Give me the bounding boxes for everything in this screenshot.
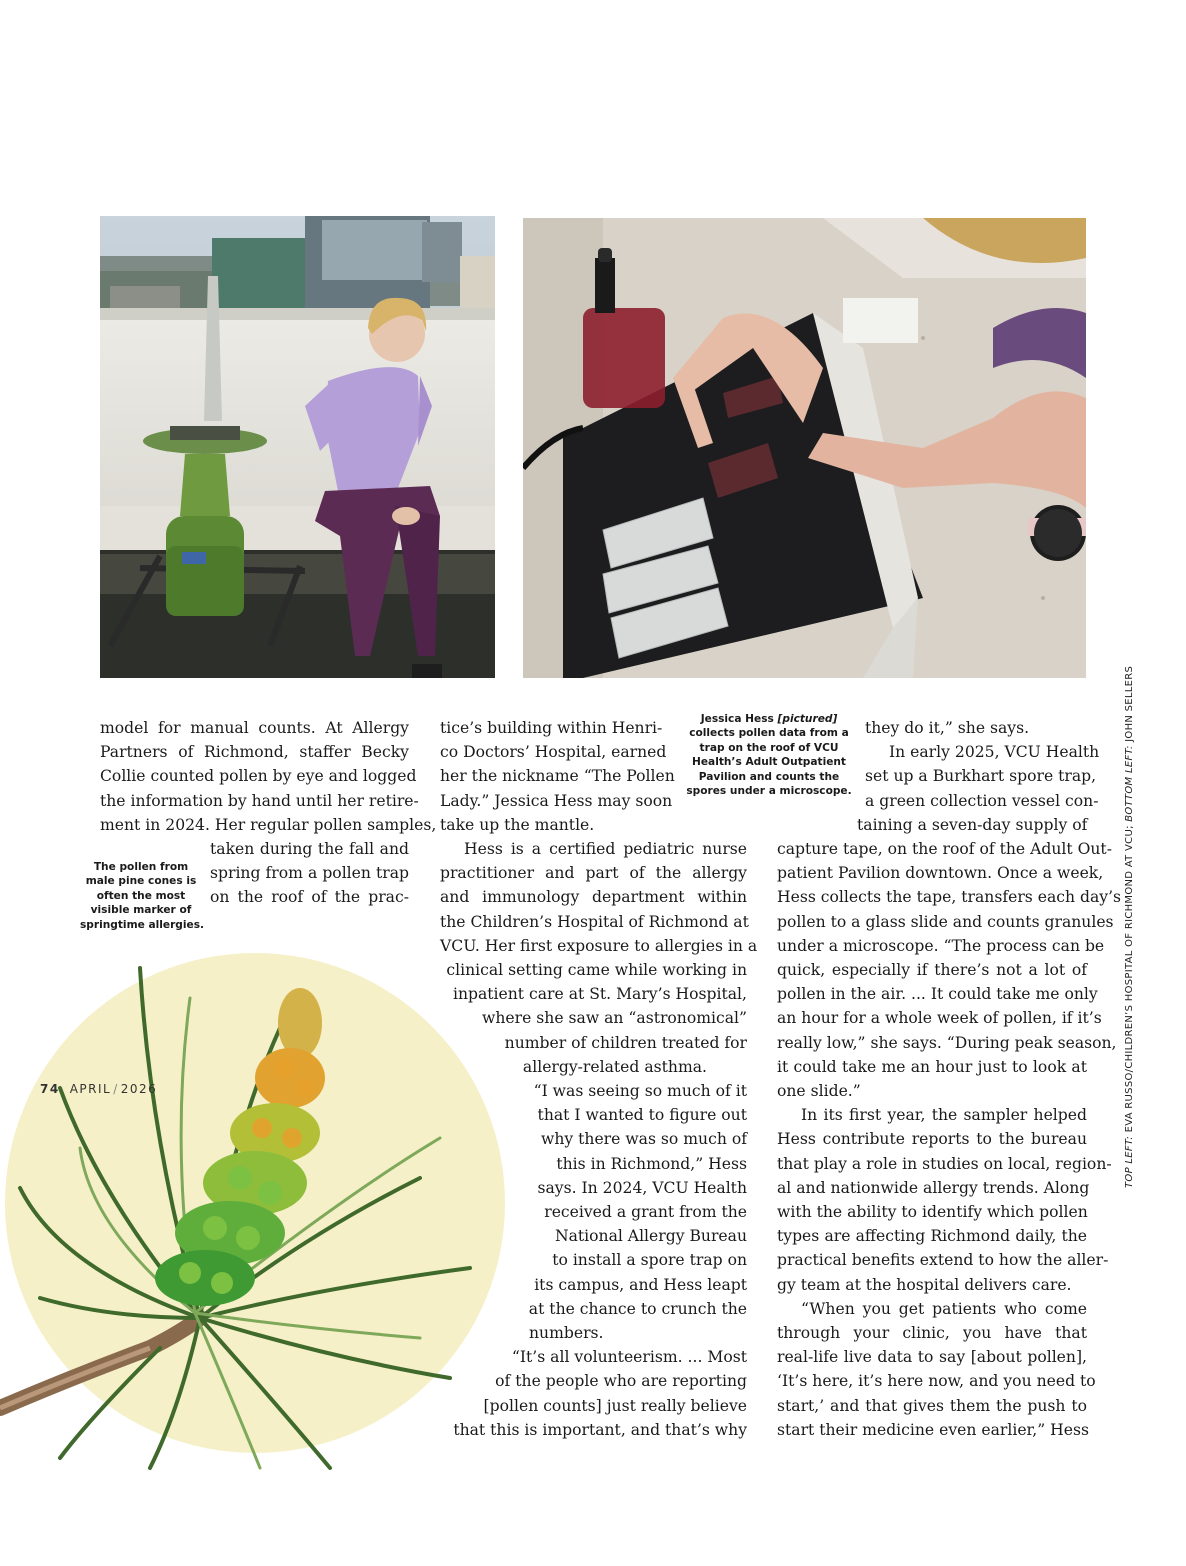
text-line: real-life live data to say [about pollen], — [777, 1348, 1087, 1367]
caption-line: often the most — [96, 889, 186, 902]
caption-line: spores under a microscope. — [686, 785, 852, 798]
article-column-2 — [440, 716, 758, 1442]
text-line: “When you get patients who come — [801, 1299, 1087, 1318]
text-line: it could take me an hour just to look at — [777, 1057, 1087, 1076]
caption-line: trap on the roof of VCU — [699, 741, 839, 754]
text-line: numbers. — [529, 1324, 604, 1343]
text-line: practitioner and part of the allergy — [440, 864, 747, 883]
text-line: start,’ and that gives them the push to — [777, 1396, 1087, 1415]
text-line: pollen in the air. ... It could take me only — [777, 985, 1098, 1004]
text-line: at the chance to crunch the — [528, 1299, 747, 1318]
credit-text-2: JOHN SELLERS — [1124, 665, 1135, 746]
text-line: on the roof of the prac- — [210, 888, 409, 907]
text-line: this in Richmond,” Hess — [556, 1154, 747, 1173]
text-line: pollen to a glass slide and counts granules — [777, 912, 1114, 931]
text-line: In its first year, the sampler helped — [801, 1106, 1087, 1125]
text-line: really low,” she says. “During peak season, — [777, 1033, 1117, 1052]
text-line: the information by hand until her retire- — [100, 791, 419, 810]
text-line: capture tape, on the roof of the Adult Out- — [777, 840, 1112, 859]
lab-photo — [523, 218, 1086, 678]
text-line: through your clinic, you have that — [777, 1324, 1087, 1343]
text-line: taining a seven-day supply of — [857, 815, 1088, 834]
text-line: that play a role in studies on local, region- — [777, 1154, 1112, 1173]
caption-line: springtime allergies. — [80, 918, 205, 931]
text-line: where she saw an “astronomical” — [482, 1009, 747, 1028]
text-line: tice’s building within Henri- — [440, 719, 663, 737]
text-line: number of children treated for — [504, 1033, 747, 1052]
text-line: Lady.” Jessica Hess may soon — [440, 791, 673, 810]
text-line: [pollen counts] just really believe — [483, 1396, 747, 1415]
text-line: al and nationwide allergy trends. Along — [777, 1178, 1090, 1197]
text-line: Hess is a certified pediatric nurse — [464, 840, 747, 859]
text-line: practical benefits extend to how the aller- — [777, 1251, 1109, 1270]
text-line: her the nickname “The Pollen — [440, 767, 675, 786]
text-line: clinical setting came while working in — [446, 961, 747, 980]
text-line: to install a spore trap on — [552, 1251, 747, 1270]
article-column-3 — [777, 716, 1122, 1442]
caption-emphasis: [pictured] — [777, 713, 838, 725]
page-number: 74 — [40, 1082, 60, 1096]
photo-credit — [1122, 665, 1138, 1188]
text-line: that I wanted to figure out — [537, 1106, 747, 1125]
text-line: one slide.” — [777, 1082, 861, 1101]
text-line: with the ability to identify which pollen — [777, 1203, 1088, 1222]
text-line: Collie counted pollen by eye and logged — [100, 767, 417, 786]
credit-label-bottom-left: BOTTOM LEFT: — [1124, 745, 1135, 822]
text-line: says. In 2024, VCU Health — [537, 1178, 747, 1197]
text-line: that this is important, and that’s why — [453, 1420, 747, 1439]
caption-line: collects pollen data from a — [689, 727, 849, 740]
text-line: spring from a pollen trap — [210, 864, 409, 883]
text-line: VCU. Her first exposure to allergies in a — [440, 936, 758, 955]
text-line: model for manual counts. At Allergy — [100, 719, 409, 737]
caption-name: Jessica Hess — [700, 713, 778, 725]
text-line: Hess collects the tape, transfers each day’s — [777, 888, 1122, 907]
credit-label-top-left: TOP LEFT: — [1124, 1135, 1135, 1188]
text-line: taken during the fall and — [210, 840, 409, 859]
issue-month: APRIL — [69, 1082, 112, 1096]
text-line: “It’s all volunteerism. ... Most — [511, 1348, 747, 1367]
text-line: In early 2025, VCU Health — [889, 743, 1100, 762]
text-line: patient Pavilion downtown. Once a week, — [777, 864, 1104, 883]
text-line: received a grant from the — [544, 1203, 747, 1222]
text-line: Partners of Richmond, staffer Becky — [100, 743, 409, 762]
text-line: allergy-related asthma. — [522, 1057, 707, 1076]
caption-line: visible marker of — [90, 904, 192, 917]
text-line: they do it,” she says. — [865, 719, 1030, 737]
text-line: why there was so much of — [540, 1130, 747, 1149]
text-line: a green collection vessel con- — [865, 791, 1099, 810]
caption-line: Pavilion and counts the — [698, 770, 840, 783]
caption-line: Health’s Adult Outpatient — [692, 756, 846, 769]
text-line: types are affecting Richmond daily, the — [777, 1227, 1087, 1246]
text-line: co Doctors’ Hospital, earned — [440, 743, 667, 762]
text-line: National Allergy Bureau — [554, 1227, 747, 1246]
caption-line: male pine cones is — [85, 875, 197, 888]
article-column-1 — [100, 716, 437, 910]
text-line: set up a Burkhart spore trap, — [865, 767, 1097, 786]
text-line: ment in 2024. Her regular pollen samples, — [100, 815, 437, 834]
caption-line: The pollen from — [93, 861, 189, 873]
page-folio — [40, 1082, 157, 1096]
rooftop-photo — [100, 216, 495, 678]
text-line: quick, especially if there’s not a lot of — [777, 961, 1087, 980]
credit-text-1: EVA RUSSO/CHILDREN’S HOSPITAL OF RICHMOND AT VCU; — [1124, 821, 1135, 1136]
text-line: ‘It’s here, it’s here now, and you need to — [777, 1372, 1096, 1391]
issue-year: 2026 — [120, 1082, 158, 1096]
text-line: under a microscope. “The process can be — [777, 936, 1105, 955]
text-line: its campus, and Hess leapt — [534, 1275, 747, 1294]
folio-divider: / — [113, 1082, 119, 1096]
text-line: the Children’s Hospital of Richmond at — [440, 912, 749, 931]
text-line: Hess contribute reports to the bureau — [777, 1130, 1087, 1149]
text-line: an hour for a whole week of pollen, if it’s — [777, 1009, 1102, 1028]
text-line: inpatient care at St. Mary’s Hospital, — [452, 985, 747, 1004]
text-line: and immunology department within — [440, 888, 747, 907]
text-line: gy team at the hospital delivers care. — [777, 1275, 1072, 1294]
text-line: start their medicine even earlier,” Hess — [777, 1420, 1090, 1439]
text-line: “I was seeing so much of it — [533, 1082, 747, 1101]
text-line: take up the mantle. — [440, 815, 595, 834]
text-line: of the people who are reporting — [495, 1372, 747, 1391]
